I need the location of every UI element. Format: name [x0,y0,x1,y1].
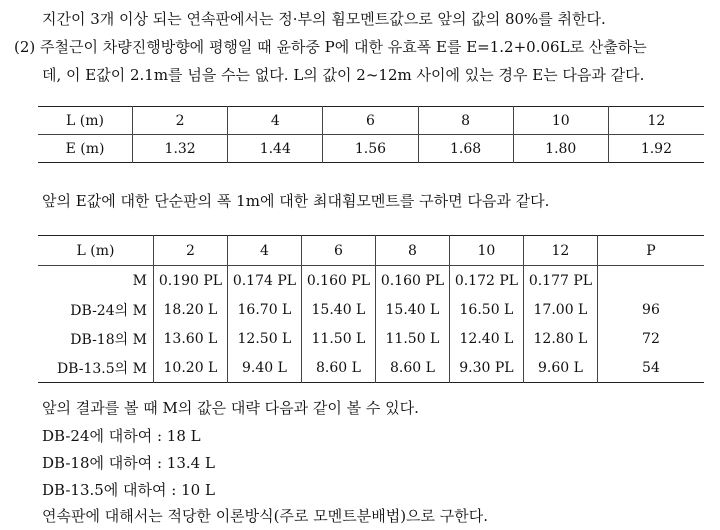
table-cell: E (m) [65,140,105,157]
table-cell: 10 [449,236,523,266]
table-cell: 6 [301,236,375,266]
table-cell: 18.20 L [153,295,227,324]
table-cell: 1.56 [323,135,418,163]
table-cell: 0.160 PL [375,266,449,296]
table-row [38,266,704,296]
table-cell: 9.30 PL [449,353,523,383]
text-line-3: 데, 이 E값이 2.1m를 넘을 수는 없다. L의 값이 2~12m 사이에 있는 경우 E는 다음과 같다. [42,66,645,84]
table-cell: P [597,236,704,266]
table-cell: 8.60 L [301,353,375,383]
text-line-4: 앞의 E값에 대한 단순판의 폭 1m에 대한 최대휨모멘트를 구하면 다음과 같다. [42,192,550,210]
table-cell: 1.80 [513,135,608,163]
table-cell: DB-24의 M [70,302,147,319]
table-cell: 2 [153,236,227,266]
table-cell: 0.172 PL [449,266,523,296]
table-row [38,107,704,135]
text-line-8: DB-13.5에 대하여 : 10 L [42,481,215,499]
table-cell: 96 [597,295,704,324]
effective-width-table [38,106,704,163]
table-cell: 11.50 L [301,324,375,353]
table-cell: M [132,272,147,289]
table-row [38,353,704,383]
table-cell: 12.80 L [523,324,597,353]
table-cell: 10.20 L [153,353,227,383]
table-cell: 1.44 [228,135,323,163]
text-line-2: (2) 주철근이 차량진행방향에 평행일 때 윤하중 P에 대한 유효폭 E를 E=1.2+0.06L로 산출하는 [14,38,647,56]
table-row [38,236,704,266]
table-cell: DB-13.5의 M [56,360,147,377]
table-cell: 9.60 L [523,353,597,383]
table-cell: 4 [227,236,301,266]
table-cell: 1.92 [608,135,704,163]
max-moment-table [38,235,704,383]
table-cell: 54 [597,353,704,383]
table-cell: 6 [323,107,418,135]
table-cell: 17.00 L [523,295,597,324]
table-row [38,324,704,353]
table-cell: 8 [418,107,513,135]
table-cell: 8.60 L [375,353,449,383]
table-cell: 12.50 L [227,324,301,353]
table-cell: 8 [375,236,449,266]
table-row [38,295,704,324]
table-cell [597,266,704,296]
table-cell: L (m) [38,107,133,135]
table-cell: 2 [133,107,228,135]
table-cell: DB-18의 M [70,331,147,348]
table-row [38,135,704,163]
table-cell: 1.32 [133,135,228,163]
text-line-1: 지간이 3개 이상 되는 연속판에서는 정·부의 휨모멘트값으로 앞의 값의 80%를 취한다. [42,10,606,28]
table-cell: 12.40 L [449,324,523,353]
table-cell: L (m) [38,236,153,266]
table-cell: 16.50 L [449,295,523,324]
table-cell: 0.177 PL [523,266,597,296]
table-cell: 0.160 PL [301,266,375,296]
table-cell: 9.40 L [227,353,301,383]
table-cell: 1.68 [418,135,513,163]
text-line-7: DB-18에 대하여 : 13.4 L [42,454,215,472]
text-line-6: DB-24에 대하여 : 18 L [42,427,201,445]
table-cell: 0.190 PL [153,266,227,296]
table-cell: 12 [523,236,597,266]
table-cell: 15.40 L [375,295,449,324]
table-cell: 12 [608,107,704,135]
table-cell: 4 [228,107,323,135]
table-cell: 72 [597,324,704,353]
table-cell: 15.40 L [301,295,375,324]
text-line-5: 앞의 결과를 볼 때 M의 값은 대략 다음과 같이 볼 수 있다. [42,399,419,417]
text-line-9: 연속판에 대해서는 적당한 이론방식(주로 모멘트분배법)으로 구한다. [42,507,489,525]
table-cell: 13.60 L [153,324,227,353]
table-cell: 10 [513,107,608,135]
table-cell: 11.50 L [375,324,449,353]
table-cell: 16.70 L [227,295,301,324]
table-cell: 0.174 PL [227,266,301,296]
